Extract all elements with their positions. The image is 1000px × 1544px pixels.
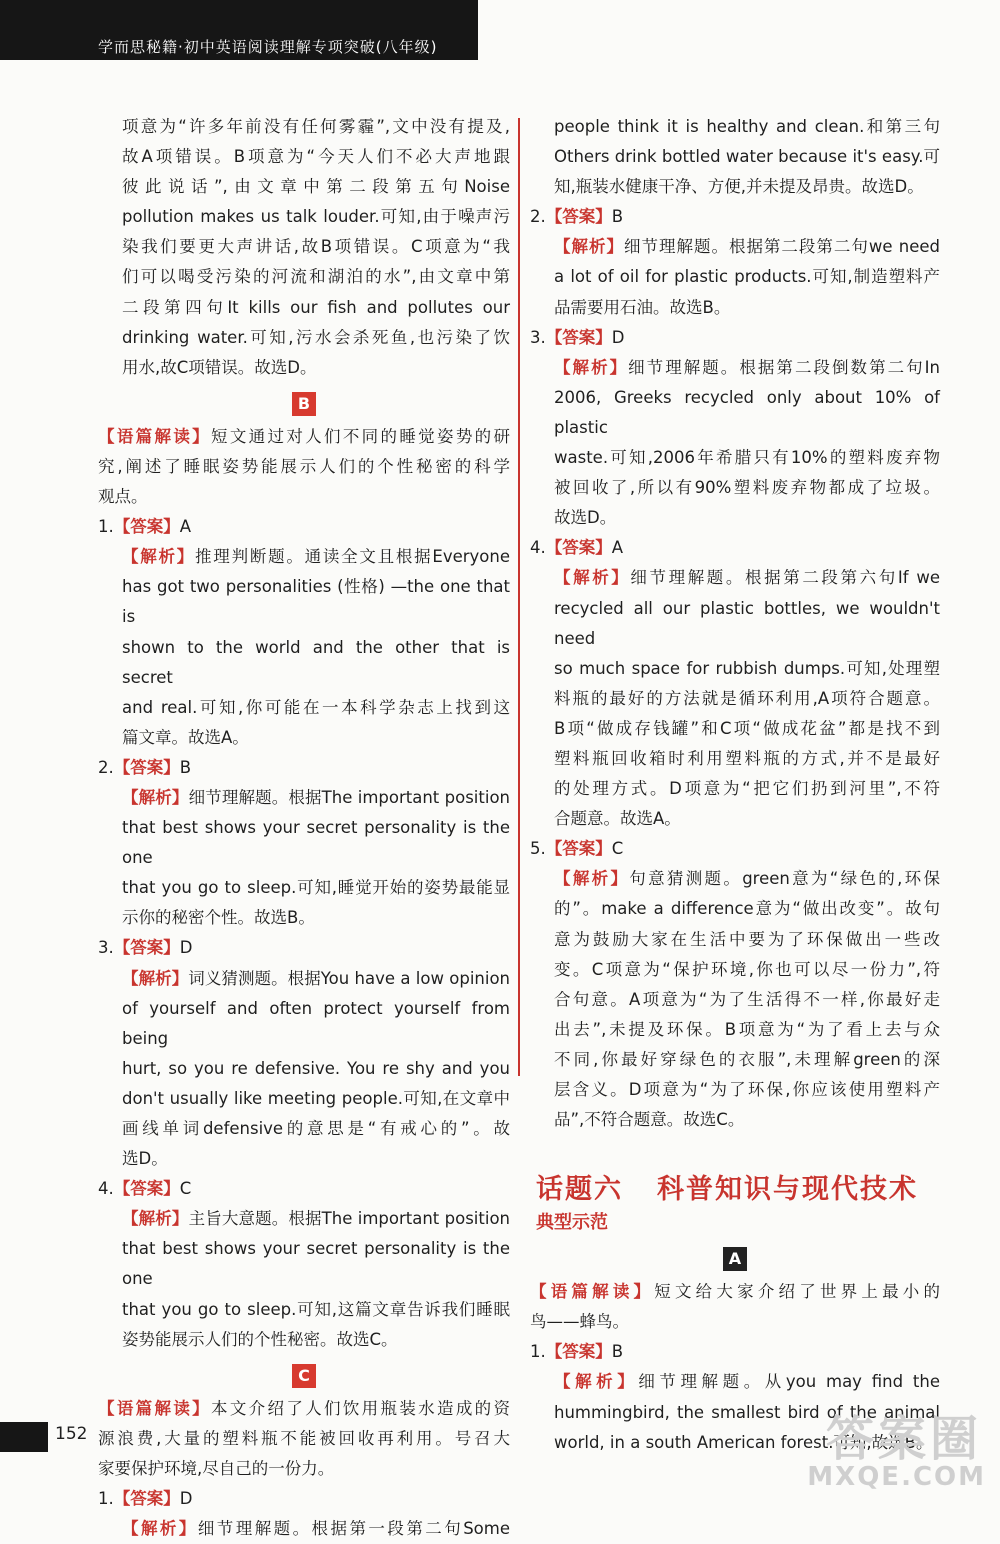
text-line: 短文通过对人们不同的睡觉姿势的研	[211, 426, 511, 446]
text-line: 品需要用石油。故选B。	[554, 297, 731, 317]
text-line: 们可以喝受污染的河流和湖泊的水”,由文章中第	[122, 267, 510, 287]
text-line: 的”。make a difference意为“做出改变”。故句	[554, 899, 940, 919]
right-column	[530, 112, 940, 1458]
text-line: pollution makes us talk louder.可知,由于噪声污	[122, 207, 510, 227]
analysis-tag: 【解析】	[122, 1519, 198, 1539]
text-line: 故选D。	[554, 508, 617, 528]
answer-tag: 【答案】	[545, 327, 612, 347]
text-line: 出去”,未提及环保。B项意为“为了看上去与众	[554, 1019, 940, 1039]
text-line: waste.可知,2006年希腊只有10%的塑料废弃物	[554, 448, 940, 468]
text-line: 知,瓶装水健康干净、方便,并未提及昂贵。故选D。	[554, 177, 924, 197]
answer-value: A	[611, 538, 624, 558]
answer-item	[98, 1174, 510, 1355]
text-line: 用水,故C项错误。故选D。	[122, 357, 317, 377]
text-line: 究,阐述了睡眠姿势能展示人们的个性秘密的科学	[98, 456, 510, 476]
text-line: Others drink bottled water because it's easy.可	[554, 147, 940, 167]
item-number: 3.	[98, 938, 114, 958]
text-line: 家要保护环境,尽自己的一份力。	[98, 1458, 335, 1478]
item-number: 2.	[98, 757, 114, 777]
text-line: recycled all our plastic bottles, we wouldn't need	[554, 598, 940, 648]
text-line: of yourself and often protect yourself from being	[122, 998, 510, 1048]
topic-title: 科普知识与现代技术	[657, 1174, 918, 1206]
answer-value: D	[179, 938, 193, 958]
text-line: 的处理方式。D项意为“把它们扔到河里”,不符	[554, 779, 940, 799]
analysis-tag: 【解析】	[554, 1372, 639, 1392]
answer-value: C	[179, 1179, 192, 1199]
book-title: 学而思秘籍·初中英语阅读理解专项突破(八年级)	[98, 38, 438, 56]
text-line: world, in a south American forest.可知,故选B。	[554, 1432, 933, 1452]
text-line: has got two personalities (性格) —the one that is	[122, 577, 510, 627]
item-number: 1.	[530, 1342, 546, 1362]
watermark-logo: 答案圈	[825, 1411, 982, 1467]
continued-paragraph	[530, 112, 940, 202]
text-line: 细节理解题。根据The important position	[188, 787, 510, 807]
item-number: 1.	[98, 1489, 114, 1509]
section-badge-c: C	[292, 1364, 316, 1388]
analysis-tag: 【解析】	[122, 787, 189, 807]
answer-item	[530, 533, 940, 834]
text-line: 层含义。D项意为“为了环保,你应该使用塑料产	[554, 1080, 940, 1099]
text-line: 细节理解题。根据第二段第二句we need	[623, 237, 941, 257]
text-line: 选D。	[122, 1149, 168, 1169]
answer-tag: 【答案】	[545, 538, 612, 558]
text-line: 示你的秘密个性。故选B。	[122, 908, 315, 928]
text-line: that best shows your secret personality is the one	[122, 818, 510, 868]
summary-a	[530, 1277, 940, 1337]
text-line: a lot of oil for plastic products.可知,制造塑料产	[554, 267, 940, 287]
summary-b	[98, 422, 510, 512]
summary-tag: 【语篇解读】	[98, 1398, 211, 1418]
text-line: 鸟——蜂鸟。	[530, 1312, 629, 1332]
summary-tag: 【语篇解读】	[530, 1282, 655, 1302]
text-line: 项意为“许多年前没有任何雾霾”,文中没有提及,	[122, 117, 510, 136]
answer-value: B	[611, 1342, 624, 1362]
answer-item	[98, 1484, 510, 1544]
page-number: 152	[55, 1424, 88, 1444]
answer-item	[530, 323, 940, 534]
answer-value: D	[179, 1489, 193, 1509]
answer-value: B	[179, 757, 192, 777]
text-line: 画线单词defensive的意思是“有戒心的”。故	[122, 1119, 510, 1138]
topic-label: 话题六	[536, 1174, 623, 1206]
answer-value: A	[179, 517, 192, 537]
text-line: 合题意。故选A。	[554, 809, 681, 829]
text-line: 细节理解题。根据第二段第六句If we	[630, 568, 940, 588]
text-line: 主旨大意题。根据The important position	[188, 1209, 510, 1229]
item-number: 1.	[98, 517, 114, 537]
analysis-tag: 【解析】	[122, 547, 196, 567]
text-line: 变。C项意为“保护环境,你也可以尽一份力”,符	[554, 959, 940, 979]
answer-value: B	[611, 207, 624, 227]
column-divider	[518, 118, 520, 1076]
analysis-tag: 【解析】	[554, 568, 631, 588]
text-line: 观点。	[98, 487, 148, 507]
text-line: 源浪费,大量的塑料瓶不能被回收再利用。号召大	[98, 1428, 510, 1448]
answer-item	[98, 753, 510, 934]
text-line: 二段第四句It kills our fish and pollutes our	[122, 297, 510, 317]
answer-item	[98, 933, 510, 1174]
watermark-url: MXQE.COM	[807, 1462, 986, 1492]
analysis-tag: 【解析】	[122, 1209, 189, 1229]
text-line: that you go to sleep.可知,这篇文章告诉我们睡眠	[122, 1299, 510, 1319]
left-column	[98, 112, 510, 1544]
text-line: 短文给大家介绍了世界上最小的	[654, 1282, 941, 1302]
text-line: 料瓶的最好的方法就是循环利用,A项符合题意。	[554, 688, 940, 708]
text-line: drinking water.可知,污水会杀死鱼,也污染了饮	[122, 327, 510, 347]
text-line: 2006, Greeks recycled only about 10% of plastic	[554, 387, 940, 437]
intro-paragraph	[98, 112, 510, 383]
text-line: 篇文章。故选A。	[122, 727, 249, 747]
answer-item	[98, 512, 510, 753]
analysis-tag: 【解析】	[554, 357, 629, 377]
text-line: and real.可知,你可能在一本科学杂志上找到这	[122, 697, 510, 717]
text-line: 彼此说话”,由文章中第二段第五句Noise	[122, 177, 510, 197]
answer-tag: 【答案】	[113, 517, 180, 537]
text-line: don't usually like meeting people.可知,在文章中	[122, 1088, 510, 1108]
section-badge-a: A	[723, 1247, 747, 1271]
item-number: 2.	[530, 207, 546, 227]
item-number: 4.	[98, 1179, 114, 1199]
text-line: 推理判断题。通读全文且根据Everyone	[195, 547, 511, 567]
item-number: 5.	[530, 839, 546, 859]
answer-item	[530, 202, 940, 322]
text-line: 塑料瓶回收箱时利用塑料瓶的方式,并不是最好	[554, 748, 940, 768]
item-number: 4.	[530, 538, 546, 558]
text-line: so much space for rubbish dumps.可知,处理塑	[554, 658, 940, 678]
answer-tag: 【答案】	[545, 839, 612, 859]
analysis-tag: 【解析】	[554, 237, 624, 257]
analysis-tag: 【解析】	[554, 869, 630, 889]
text-line: 染我们要更大声讲话,故B项错误。C项意为“我	[122, 237, 510, 257]
analysis-tag: 【解析】	[122, 968, 189, 988]
answer-tag: 【答案】	[545, 207, 612, 227]
text-line: hummingbird, the smallest bird of the animal	[554, 1402, 940, 1422]
text-line: 意为鼓励大家在生活中要为了环保做出一些改	[554, 929, 940, 949]
answer-tag: 【答案】	[113, 1179, 180, 1199]
text-line: 故A项错误。B项意为“今天人们不必大声地跟	[122, 147, 510, 167]
text-line: B项“做成存钱罐”和C项“做成花盆”都是找不到	[554, 718, 940, 738]
subheading: 典型示范	[536, 1212, 608, 1234]
answer-tag: 【答案】	[113, 1489, 180, 1509]
text-line: hurt, so you re defensive. You re shy and you	[122, 1058, 510, 1078]
answer-tag: 【答案】	[113, 938, 180, 958]
answer-value: D	[611, 327, 625, 347]
answer-tag: 【答案】	[545, 1342, 612, 1362]
text-line: 细节理解题。从you may find the	[638, 1372, 940, 1392]
text-line: 姿势能展示人们的个性秘密。故选C。	[122, 1329, 398, 1349]
answer-value: C	[611, 839, 624, 859]
summary-c	[98, 1394, 510, 1484]
answer-tag: 【答案】	[113, 757, 180, 777]
answer-item	[530, 834, 940, 1135]
page-number-bar	[0, 1422, 48, 1452]
text-line: people think it is healthy and clean.和第三句	[554, 117, 940, 136]
text-line: 不同,你最好穿绿色的衣服”,未理解green的深	[554, 1049, 940, 1069]
text-line: 词义猜测题。根据You have a low opinion	[188, 968, 510, 988]
text-line: 本文介绍了人们饮用瓶装水造成的资	[211, 1398, 511, 1418]
summary-tag: 【语篇解读】	[98, 426, 211, 446]
text-line: that you go to sleep.可知,睡觉开始的姿势最能显	[122, 878, 510, 898]
text-line: that best shows your secret personality is the one	[122, 1239, 510, 1289]
text-line: 细节理解题。根据第二段倒数第二句In	[628, 357, 941, 377]
text-line: 被回收了,所以有90%塑料废弃物都成了垃圾。	[554, 478, 940, 498]
section-badge-b: B	[292, 392, 316, 416]
text-line: 细节理解题。根据第一段第二句Some	[197, 1519, 511, 1539]
text-line: 句意猜测题。green意为“绿色的,环保	[629, 869, 941, 889]
text-line: 合句意。A项意为“为了生活得不一样,你最好走	[554, 989, 940, 1009]
topic-heading	[536, 1167, 940, 1206]
text-line: shown to the world and the other that is secret	[122, 637, 510, 687]
item-number: 3.	[530, 327, 546, 347]
text-line: 品”,不符合题意。故选C。	[554, 1110, 745, 1130]
